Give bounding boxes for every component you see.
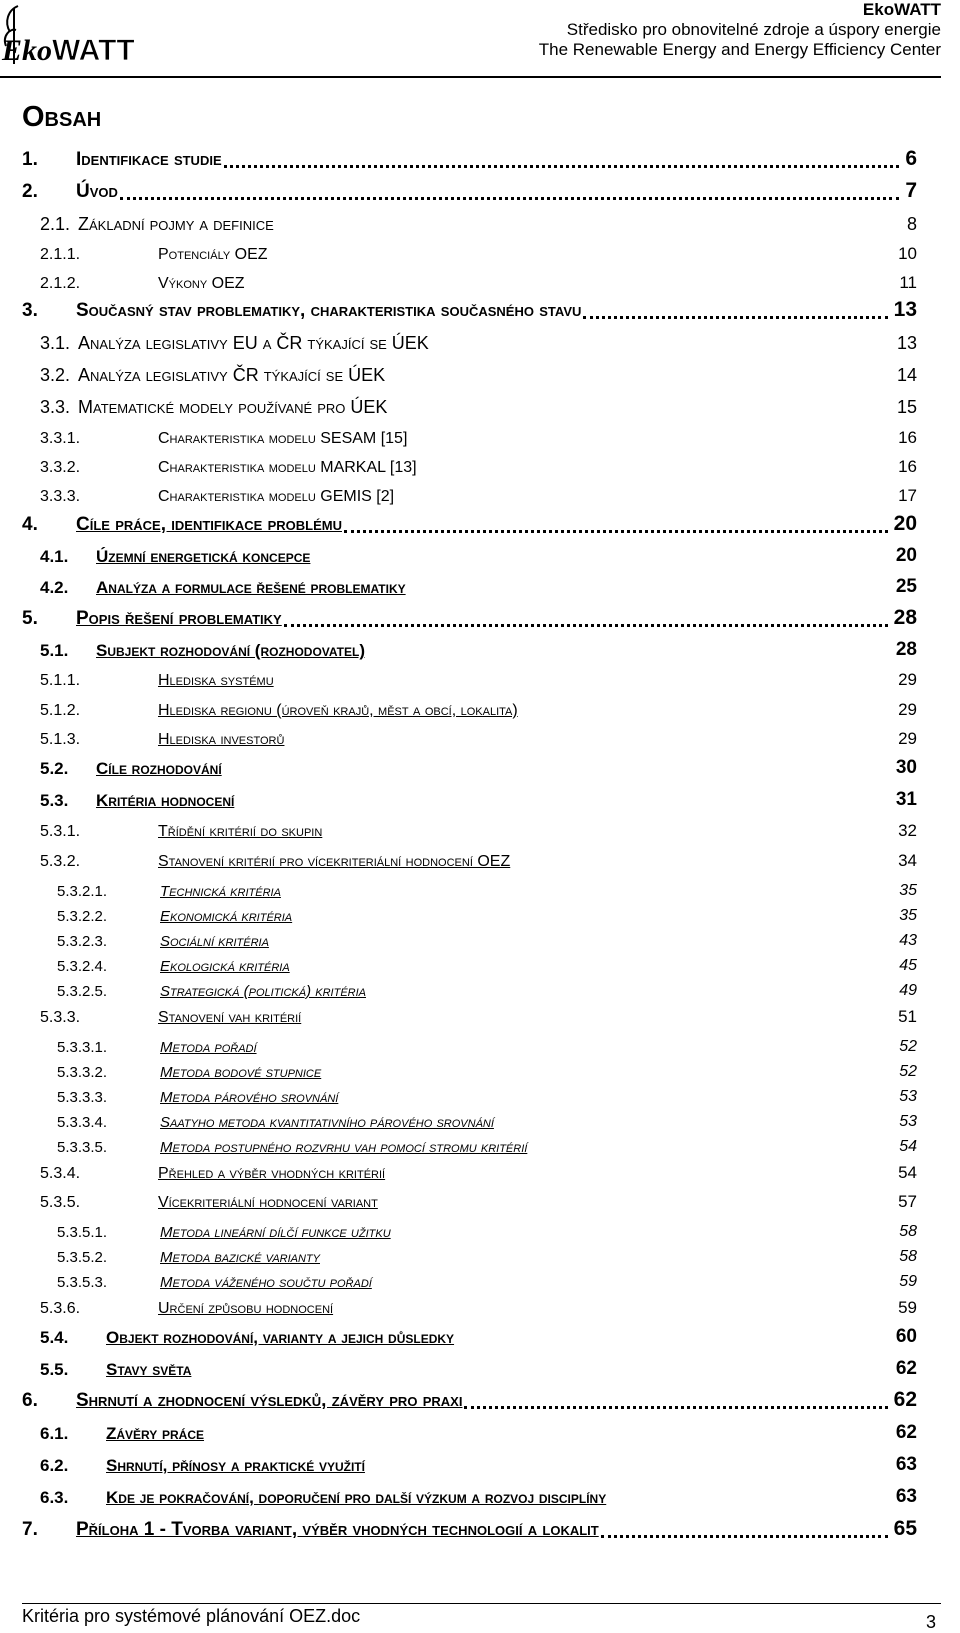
toc-entry-title: Technická kritéria — [160, 883, 281, 900]
toc-entry-page: 10 — [898, 244, 917, 263]
toc-entry-number: 2. — [22, 181, 38, 202]
toc-entry-title: Charakteristika modelu MARKAL [13] — [158, 459, 417, 476]
toc-entry-title: Závěry práce — [106, 1424, 205, 1443]
toc-entry[interactable] — [0, 451, 960, 481]
toc-entry-title: Současný stav problematiky, charakteristika současného stavu — [76, 300, 582, 321]
toc-entry[interactable] — [0, 267, 960, 297]
ekowatt-logo — [0, 2, 150, 72]
toc-entry-page: 35 — [899, 882, 917, 899]
toc-entry-number: 6.1. — [40, 1424, 69, 1443]
toc-entry-page: 14 — [896, 365, 917, 385]
toc-entry-title: Hlediska systému — [158, 672, 274, 689]
toc-entry-number: 4.2. — [40, 578, 69, 597]
toc-entry-page: 49 — [899, 982, 917, 999]
toc-entry-title: Metoda lineární dílčí funkce užitku — [160, 1224, 391, 1241]
toc-entry-number: 5.4. — [40, 1328, 69, 1347]
toc-entry-title: Subjekt rozhodování (rozhodovatel) — [96, 641, 365, 660]
toc-entry-title: Ekologická kritéria — [160, 958, 290, 975]
toc-entry-title: Analýza legislativy EU a ČR týkající se ÚEK — [78, 333, 429, 353]
toc-entry-title: Saatyho metoda kvantitativního párového srovnání — [160, 1114, 494, 1131]
toc-entry-title: Potenciály OEZ — [158, 246, 268, 263]
toc-entry-title: Třídění kritérií do skupin — [158, 823, 323, 840]
toc-entry-page: 65 — [893, 1517, 917, 1540]
toc-entry[interactable] — [0, 145, 960, 175]
toc-entry-number: 5.3.3. — [40, 1009, 81, 1026]
toc-entry[interactable] — [0, 541, 960, 571]
toc-entry-title: Strategická (politická) kritéria — [160, 983, 366, 1000]
toc-entry-title: Metoda pořadí — [160, 1039, 257, 1056]
toc-entry-number: 1. — [22, 149, 38, 170]
toc-entry-title: Metoda postupného rozvrhu vah pomocí stromu kritérií — [160, 1139, 528, 1156]
toc-entry-number: 5.2. — [40, 759, 69, 778]
toc-entry[interactable] — [0, 635, 960, 665]
toc-entry-page: 11 — [899, 273, 917, 292]
toc-entry[interactable] — [0, 1482, 960, 1512]
toc-entry-page: 32 — [898, 821, 917, 840]
toc-leader-dots — [601, 1535, 888, 1538]
header-org-block — [539, 0, 941, 60]
toc-entry-number: 3.1. — [40, 333, 71, 353]
toc-entry-number: 5. — [22, 608, 38, 629]
toc-entry-title: Vícekriteriální hodnocení variant — [158, 1194, 378, 1211]
footer-page-number: 3 — [925, 1612, 936, 1632]
toc-entry-title: Příloha 1 - Tvorba variant, výběr vhodných technologií a lokalit — [76, 1519, 599, 1540]
toc-entry-title: Cíle práce, identifikace problému — [76, 514, 342, 535]
toc-entry[interactable] — [0, 1130, 960, 1160]
toc-entry-page: 63 — [895, 1454, 917, 1475]
toc-entry-title: Hlediska regionu (úroveň krajů, měst a obcí, lokalita) — [158, 702, 518, 719]
toc-entry-title: Ekonomická kritéria — [160, 908, 293, 925]
toc-entry-number: 5.3.4. — [40, 1165, 81, 1182]
toc-entry-page: 34 — [898, 851, 917, 870]
toc-entry[interactable] — [0, 1292, 960, 1322]
toc-entry-page: 57 — [898, 1192, 917, 1211]
toc-entry-page: 29 — [898, 670, 917, 689]
toc-entry-number: 5.1.2. — [40, 702, 81, 719]
toc-entry-page: 59 — [898, 1298, 917, 1317]
toc-entry-page: 15 — [896, 397, 917, 417]
toc-entry[interactable] — [0, 1157, 960, 1187]
toc-entry-number: 5.1.3. — [40, 731, 81, 748]
toc-entry-number: 5.3.6. — [40, 1300, 81, 1317]
toc-entry-number: 2.1.1. — [40, 246, 81, 263]
toc-entry-number: 2.1. — [40, 214, 71, 234]
toc-entry-number: 4. — [22, 514, 38, 535]
org-name: EkoWATT — [862, 0, 941, 19]
toc-entry-title: Kde je pokračování, doporučení pro další výzkum a rozvoj disciplíny — [106, 1488, 607, 1507]
toc-entry[interactable] — [0, 785, 960, 815]
toc-entry[interactable] — [0, 723, 960, 753]
toc-entry-number: 3.3.1. — [40, 430, 81, 447]
toc-entry[interactable] — [0, 1354, 960, 1384]
toc-entry-number: 5.3.1. — [40, 823, 81, 840]
toc-entry-number: 5.3.2.5. — [57, 983, 108, 1000]
toc-entry-number: 5.3.5.1. — [57, 1224, 108, 1241]
toc-entry-title: Hlediska investorů — [158, 731, 285, 748]
footer-document-name: Kritéria pro systémové plánování OEZ.doc — [22, 1606, 361, 1626]
toc-entry-title: Charakteristika modelu SESAM [15] — [158, 430, 408, 447]
toc-entry-number: 5.3.2.1. — [57, 883, 108, 900]
toc-entry-page: 8 — [906, 214, 917, 234]
toc-entry-title: Cíle rozhodování — [96, 759, 222, 778]
header-divider — [0, 76, 941, 78]
toc-entry-title: Analýza legislativy ČR týkající se ÚEK — [78, 365, 386, 385]
toc-leader-dots — [344, 530, 888, 533]
toc-entry[interactable] — [0, 845, 960, 875]
toc-entry-number: 5.5. — [40, 1360, 69, 1379]
toc-entry[interactable] — [0, 296, 960, 326]
toc-entry-title: Výkony OEZ — [158, 275, 245, 292]
toc-entry-number: 3.2. — [40, 365, 71, 385]
toc-entry-title: Shrnutí a zhodnocení výsledků, závěry pro praxi — [76, 1390, 463, 1411]
toc-entry-page: 28 — [895, 639, 917, 660]
toc-entry-number: 3.3.2. — [40, 459, 81, 476]
toc-entry-page: 30 — [895, 757, 917, 778]
toc-leader-dots — [464, 1406, 887, 1409]
toc-entry-page: 13 — [896, 333, 917, 353]
toc-entry-title: Přehled a výběr vhodných kritérií — [158, 1165, 386, 1182]
toc-entry-title: Metoda párového srovnání — [160, 1089, 339, 1106]
toc-entry-number: 5.1. — [40, 641, 69, 660]
footer-divider — [22, 1603, 941, 1604]
toc-entry[interactable] — [0, 328, 960, 358]
toc-entry-title: Metoda bodové stupnice — [160, 1064, 322, 1081]
toc-leader-dots — [224, 165, 900, 168]
toc-entry-page: 54 — [899, 1138, 917, 1155]
toc-entry-title: Objekt rozhodování, varianty a jejich důsledky — [106, 1328, 455, 1347]
toc-entry-page: 35 — [899, 907, 917, 924]
toc-entry[interactable] — [0, 1001, 960, 1031]
toc-entry-number: 5.3.5.3. — [57, 1274, 108, 1291]
toc-entry-number: 5.3.3.3. — [57, 1089, 108, 1106]
svg-text:Eko: Eko — [2, 34, 53, 67]
toc-entry-number: 5.3.2. — [40, 853, 81, 870]
toc-entry-number: 3.3. — [40, 397, 71, 417]
toc-entry-page: 17 — [898, 486, 917, 505]
toc-entry-number: 5.3.2.4. — [57, 958, 108, 975]
toc-entry-page: 20 — [895, 545, 917, 566]
toc-leader-dots — [284, 624, 888, 627]
toc-entry-number: 5.3.2.2. — [57, 908, 108, 925]
toc-entry[interactable] — [0, 572, 960, 602]
toc-leader-dots — [120, 197, 899, 200]
toc-entry-page: 43 — [899, 932, 917, 949]
toc-entry-page: 20 — [893, 512, 917, 535]
toc-entry-title: Základní pojmy a definice — [78, 214, 274, 234]
toc-entry[interactable] — [0, 1265, 960, 1295]
toc-entry-page: 60 — [895, 1326, 917, 1347]
toc-entry-page: 16 — [898, 457, 917, 476]
toc-entry-page: 62 — [893, 1388, 917, 1411]
toc-entry-title: Stavy světa — [106, 1360, 192, 1379]
toc-entry[interactable] — [0, 238, 960, 268]
toc-entry[interactable] — [0, 664, 960, 694]
toc-title: Obsah — [22, 101, 102, 133]
toc-entry[interactable] — [0, 510, 960, 540]
toc-entry-number: 5.3.3.1. — [57, 1039, 108, 1056]
toc-entry-number: 5.3.5.2. — [57, 1249, 108, 1266]
toc-entry[interactable] — [0, 480, 960, 510]
toc-entry[interactable] — [0, 753, 960, 783]
toc-entry-number: 6. — [22, 1390, 38, 1411]
toc-entry-title: Kritéria hodnocení — [96, 791, 235, 810]
toc-entry-page: 58 — [899, 1248, 917, 1265]
toc-entry[interactable] — [0, 392, 960, 422]
toc-entry-page: 6 — [905, 147, 917, 170]
toc-entry-page: 51 — [898, 1007, 917, 1026]
toc-entry-page: 58 — [899, 1223, 917, 1240]
toc-entry-title: Matematické modely používané pro ÚEK — [78, 397, 388, 417]
toc-entry[interactable] — [0, 177, 960, 207]
toc-entry-number: 5.3.3.4. — [57, 1114, 108, 1131]
toc-entry-title: Určení způsobu hodnocení — [158, 1300, 334, 1317]
toc-entry-number: 5.1.1. — [40, 672, 81, 689]
toc-entry[interactable] — [0, 1418, 960, 1448]
toc-entry-page: 62 — [895, 1358, 917, 1379]
toc-entry-page: 52 — [899, 1038, 917, 1055]
toc-entry-page: 59 — [899, 1273, 917, 1290]
toc-entry[interactable] — [0, 209, 960, 239]
toc-entry-number: 5.3.5. — [40, 1194, 81, 1211]
toc-entry-title: Charakteristika modelu GEMIS [2] — [158, 488, 395, 505]
toc-entry-number: 3.3.3. — [40, 488, 81, 505]
toc-entry[interactable] — [0, 694, 960, 724]
toc-entry-page: 45 — [899, 957, 917, 974]
toc-entry-page: 62 — [895, 1422, 917, 1443]
toc-entry-title: Územní energetická koncepce — [96, 547, 311, 566]
toc-entry[interactable] — [0, 815, 960, 845]
toc-entry-title: Metoda váženého součtu pořadí — [160, 1274, 372, 1291]
toc-entry[interactable] — [0, 422, 960, 452]
org-name-czech: Středisko pro obnovitelné zdroje a úspory energie — [566, 20, 941, 39]
toc-entry-page: 63 — [895, 1486, 917, 1507]
toc-entry-number: 6.2. — [40, 1456, 69, 1475]
toc-entry-page: 16 — [898, 428, 917, 447]
toc-entry-page: 54 — [898, 1163, 917, 1182]
toc-entry-number: 3. — [22, 300, 38, 321]
toc-entry-title: Sociální kritéria — [160, 933, 269, 950]
toc-entry-page: 53 — [899, 1088, 917, 1105]
toc-entry-page: 28 — [893, 606, 917, 629]
toc-entry-title: Stanovení kritérií pro vícekriteriální hodnocení OEZ — [158, 853, 511, 870]
toc-leader-dots — [583, 316, 887, 319]
toc-entry-page: 13 — [893, 298, 917, 321]
toc-entry-number: 5.3.2.3. — [57, 933, 108, 950]
svg-text:WATT: WATT — [52, 34, 135, 67]
toc-entry[interactable] — [0, 1186, 960, 1216]
toc-entry[interactable] — [0, 1450, 960, 1480]
toc-entry-title: Analýza a formulace řešené problematiky — [96, 578, 406, 597]
toc-entry-page: 7 — [905, 179, 917, 202]
toc-entry[interactable] — [0, 360, 960, 390]
toc-entry-title: Identifikace studie — [76, 149, 222, 170]
toc-entry-page: 25 — [895, 576, 917, 597]
toc-entry-title: Úvod — [76, 181, 118, 202]
toc-entry-number: 5.3.3.2. — [57, 1064, 108, 1081]
toc-entry-title: Popis řešení problematiky — [76, 608, 282, 629]
toc-entry-number: 5.3.3.5. — [57, 1139, 108, 1156]
toc-entry[interactable] — [0, 1515, 960, 1545]
org-name-english: The Renewable Energy and Energy Efficiency Center — [538, 40, 941, 59]
toc-entry[interactable] — [0, 604, 960, 634]
toc-entry-title: Stanovení vah kritérií — [158, 1009, 302, 1026]
toc-entry-page: 52 — [899, 1063, 917, 1080]
toc-entry-page: 53 — [899, 1113, 917, 1130]
toc-entry-number: 7. — [22, 1519, 38, 1540]
toc-entry-number: 4.1. — [40, 547, 69, 566]
toc-entry-number: 6.3. — [40, 1488, 69, 1507]
toc-entry-page: 29 — [898, 729, 917, 748]
toc-entry-page: 29 — [898, 700, 917, 719]
toc-entry[interactable] — [0, 974, 960, 1004]
toc-entry-title: Shrnutí, přínosy a praktické využití — [106, 1456, 365, 1475]
toc-entry-number: 5.3. — [40, 791, 69, 810]
toc-entry-page: 31 — [895, 789, 917, 810]
toc-entry-number: 2.1.2. — [40, 275, 81, 292]
toc-entry[interactable] — [0, 1322, 960, 1352]
toc-entry-title: Metoda bazické varianty — [160, 1249, 320, 1266]
toc-entry[interactable] — [0, 1386, 960, 1416]
